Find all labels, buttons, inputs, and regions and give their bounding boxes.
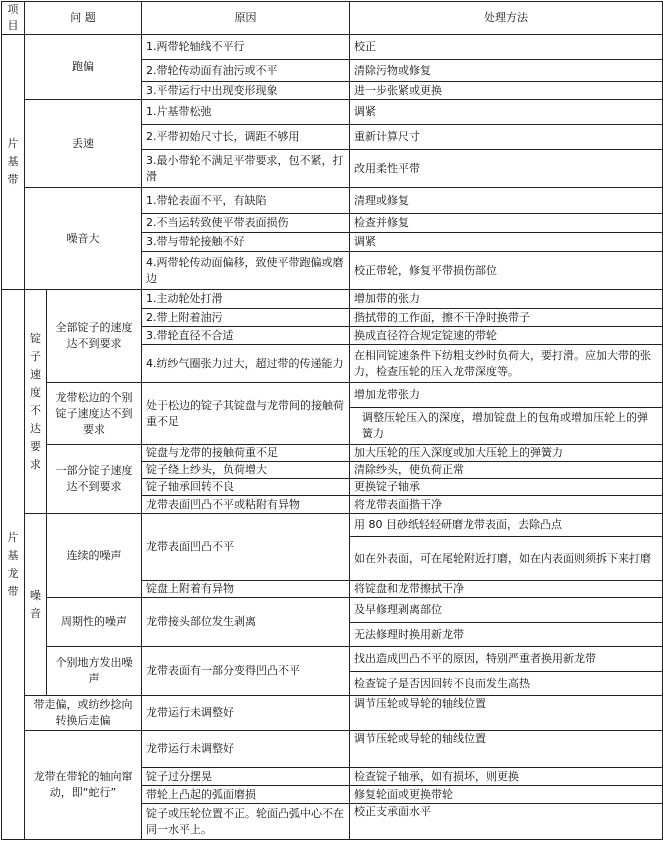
issue-noise-flat: 噪音大 bbox=[25, 188, 142, 290]
cause-cell: 龙带表面有一部分变得凹凸不平 bbox=[142, 647, 350, 696]
table-row bbox=[2, 647, 663, 672]
cause-cell: 龙带运行未调整好 bbox=[142, 696, 350, 731]
solution-cell: 调节压轮或导轮的轴线位置 bbox=[350, 731, 663, 768]
section-label-tangential-belt: 片 基 龙 带 bbox=[2, 290, 25, 840]
cause-cell: 锭子绕上纱头，负荷增大 bbox=[142, 462, 350, 479]
solution-cell: 清理或修复 bbox=[350, 188, 663, 214]
cause-cell: 1.主动轮处打滑 bbox=[142, 290, 350, 309]
header-solution: 处理方法 bbox=[350, 2, 663, 35]
solution-cell: 加大压轮的压入深度或加大压轮上的弹簧力 bbox=[350, 445, 663, 462]
solution-cell: 校正带轮，修复平带损伤部位 bbox=[350, 252, 663, 290]
issue-all-spindles: 全部锭子的速度达不到要求 bbox=[47, 290, 142, 383]
cause-cell: 2.平带初始尺寸长，调距不够用 bbox=[142, 125, 350, 150]
issue-local-noise: 个别地方发出噪声 bbox=[47, 647, 142, 696]
section-label-flat-belt: 片 基 带 bbox=[2, 35, 25, 290]
issue-loose-side: 龙带松边的个别锭子速度达不到要求 bbox=[47, 383, 142, 445]
table-container bbox=[1, 1, 662, 840]
solution-cell: 重新计算尺寸 bbox=[350, 125, 663, 150]
solution-cell: 校正支承面水平 bbox=[350, 804, 663, 840]
cause-cell: 3.平带运行中出现变形现象 bbox=[142, 82, 350, 100]
cause-cell: 龙带接头部位发生剥离 bbox=[142, 598, 350, 647]
cause-cell: 龙带表面凹凸不平或粘附有异物 bbox=[142, 496, 350, 514]
table-row bbox=[2, 100, 663, 125]
issue-periodic-noise: 周期性的噪声 bbox=[47, 598, 142, 647]
cause-cell: 龙带运行未调整好 bbox=[142, 731, 350, 768]
header-row bbox=[2, 2, 663, 35]
table-row bbox=[2, 445, 663, 462]
solution-cell: 调紧 bbox=[350, 100, 663, 125]
cause-cell: 龙带表面凹凸不平 bbox=[142, 514, 350, 581]
solution-cell: 将锭盘和龙带擦拭干净 bbox=[350, 581, 663, 598]
solution-cell: 进一步张紧或更换 bbox=[350, 82, 663, 100]
cause-cell: 1.片基带松弛 bbox=[142, 100, 350, 125]
table-row bbox=[2, 598, 663, 623]
solution-cell: 校正 bbox=[350, 35, 663, 60]
solution-cell: 检查锭子是否因回转不良而发生高热 bbox=[350, 672, 663, 696]
cause-cell: 2.带轮传动面有油污或不平 bbox=[142, 60, 350, 82]
header-cause: 原因 bbox=[142, 2, 350, 35]
solution-cell: 增加龙带张力 bbox=[350, 383, 663, 408]
cause-cell: 3.带轮直径不合适 bbox=[142, 327, 350, 345]
solution-cell: 换成直径符合规定锭速的带轮 bbox=[350, 327, 663, 345]
solution-cell: 修复轮面或更换带轮 bbox=[350, 786, 663, 804]
issue-speed-loss: 丢速 bbox=[25, 100, 142, 188]
cause-cell: 3.带与带轮接触不好 bbox=[142, 233, 350, 252]
solution-cell: 用 80 目砂纸轻轻研磨龙带表面，去除凸点 bbox=[350, 514, 663, 537]
cause-cell: 1.带轮表面不平，有缺陷 bbox=[142, 188, 350, 214]
table-row bbox=[2, 188, 663, 214]
solution-cell: 无法修理时换用新龙带 bbox=[350, 623, 663, 647]
solution-cell: 更换锭子轴承 bbox=[350, 479, 663, 496]
cause-cell: 锭盘与龙带的接触荷重不足 bbox=[142, 445, 350, 462]
table-row bbox=[2, 35, 663, 60]
table-row bbox=[2, 696, 663, 731]
issue-continuous-noise: 连续的噪声 bbox=[47, 514, 142, 598]
solution-cell: 将龙带表面揩干净 bbox=[350, 496, 663, 514]
solution-cell: 增加带的张力 bbox=[350, 290, 663, 309]
cause-cell: 锭子过分摆晃 bbox=[142, 768, 350, 786]
solution-cell: 检查并修复 bbox=[350, 214, 663, 233]
solution-cell: 改用柔性平带 bbox=[350, 150, 663, 188]
issue-deviation: 跑偏 bbox=[25, 35, 142, 100]
cause-cell: 2.带上附着油污 bbox=[142, 309, 350, 327]
cause-cell: 4.两带轮传动面偏移，致使平带跑偏或磨边 bbox=[142, 252, 350, 290]
table-row bbox=[2, 383, 663, 408]
solution-cell: 找出造成凹凸不平的原因，特别严重者换用新龙带 bbox=[350, 647, 663, 672]
header-item: 项 目 bbox=[2, 2, 25, 35]
cause-cell: 锭盘上附着有异物 bbox=[142, 581, 350, 598]
solution-cell: 清除纱头，使负荷正常 bbox=[350, 462, 663, 479]
troubleshooting-table bbox=[1, 1, 663, 840]
issue-axial-wander: 龙带在带轮的轴向窜动，即“蛇行” bbox=[25, 731, 142, 840]
cause-cell: 4.纺纱气圈张力过大，超过带的传递能力 bbox=[142, 345, 350, 383]
cause-cell: 带轮上凸起的弧面磨损 bbox=[142, 786, 350, 804]
solution-cell: 清除污物或修复 bbox=[350, 60, 663, 82]
solution-cell: 在相同锭速条件下纺粗支纱时负荷大，要打滑。应加大带的张力，检查压轮的压入龙带深度等。 bbox=[350, 345, 663, 383]
solution-cell: 及早修理剥离部位 bbox=[350, 598, 663, 623]
header-issue: 问 题 bbox=[25, 2, 142, 35]
group-label-spindle-speed: 锭 子 速 度 不 达 要 求 bbox=[25, 290, 47, 514]
solution-cell: 调紧 bbox=[350, 233, 663, 252]
table-row bbox=[2, 290, 663, 309]
group-label-noise: 噪 音 bbox=[25, 514, 47, 696]
cause-cell: 锭子或压轮位置不正。轮面凸弧中心不在同一水平上。 bbox=[142, 804, 350, 840]
solution-cell: 调整压轮压入的深度，增加锭盘上的包角或增加压轮上的弹簧力 bbox=[350, 408, 663, 445]
issue-belt-deviation: 带走偏，或纺纱捻向转换后走偏 bbox=[25, 696, 142, 731]
table-row bbox=[2, 731, 663, 768]
solution-cell: 调节压轮或导轮的轴线位置 bbox=[350, 696, 663, 731]
cause-cell: 锭子轴承回转不良 bbox=[142, 479, 350, 496]
cause-cell: 处于松边的锭子其锭盘与龙带间的接触荷重不足 bbox=[142, 383, 350, 445]
cause-cell: 1.两带轮轴线不平行 bbox=[142, 35, 350, 60]
cause-cell: 3.最小带轮不满足平带要求，包不紧，打滑 bbox=[142, 150, 350, 188]
solution-cell: 检查锭子轴承，如有损坏，则更换 bbox=[350, 768, 663, 786]
issue-some-spindles: 一部分锭子速度达不到要求 bbox=[47, 445, 142, 514]
solution-cell: 如在外表面，可在尾轮附近打磨，如在内表面则须拆下来打磨 bbox=[350, 537, 663, 581]
cause-cell: 2.不当运转致使平带表面损伤 bbox=[142, 214, 350, 233]
solution-cell: 揩拭带的工作面，擦不干净时换带子 bbox=[350, 309, 663, 327]
table-row bbox=[2, 514, 663, 537]
